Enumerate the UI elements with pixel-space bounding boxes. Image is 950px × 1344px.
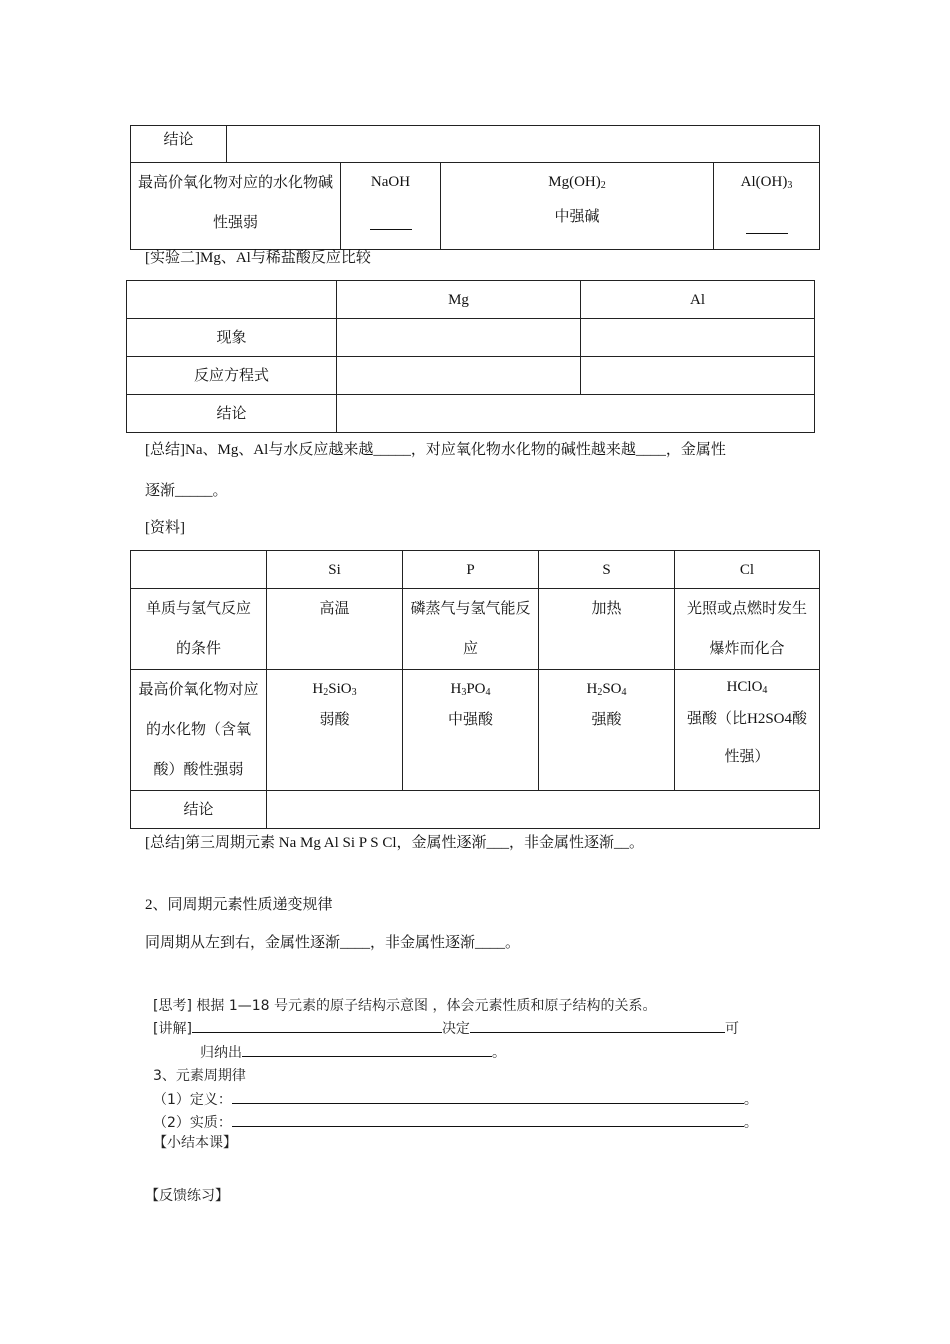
cell: 光照或点燃时发生爆炸而化合	[675, 589, 820, 670]
section3-title: 3、元素周期律	[153, 1068, 246, 1084]
cell: $H_3PO_4$ 中强酸	[403, 670, 539, 791]
row-label-hydrogen: 单质与氢气反应的条件	[131, 589, 267, 670]
definition-line: （1）定义： 。	[153, 1089, 758, 1109]
header-al: Al	[581, 281, 815, 319]
section2-text: 同周期从左到右，金属性逐渐____，非金属性逐渐____。	[145, 935, 521, 951]
input-cell[interactable]	[337, 395, 815, 433]
summary1-line2: 逐渐_____。	[145, 483, 228, 499]
input-cell[interactable]	[337, 357, 581, 395]
table2	[126, 280, 815, 433]
header-cell	[127, 281, 337, 319]
cell: 加热	[539, 589, 675, 670]
blank-line	[370, 229, 412, 230]
cell: 高温	[267, 589, 403, 670]
basicity-label: 最高价氧化物对应的水化物碱性强弱	[131, 163, 341, 250]
row-label-phenomenon: 现象	[127, 319, 337, 357]
think-text: [思考] 根据 1—18 号元素的原子结构示意图 ，体会元素性质和原子结构的关系。	[153, 998, 657, 1014]
material-title: [资料]	[145, 520, 185, 536]
input-cell[interactable]	[267, 791, 820, 829]
header-s: S	[539, 551, 675, 589]
mgoh-value: 中强碱	[554, 209, 600, 225]
summary1-line1: [总结]Na、Mg、Al与水反应越来越_____，对应氧化物水化物的碱性越来越____，金属性	[145, 442, 726, 458]
blank-line[interactable]	[470, 1018, 725, 1033]
mgoh-cell	[441, 163, 714, 250]
blank-line[interactable]	[232, 1112, 744, 1127]
essence-line: （2）实质： 。	[153, 1112, 758, 1132]
table1-conclusion	[130, 125, 820, 163]
blank-line[interactable]	[232, 1089, 744, 1104]
blank-line[interactable]	[242, 1042, 492, 1057]
cell: $H_2SO_4$ 强酸	[539, 670, 675, 791]
explain-line: [讲解] 决定 可	[153, 1018, 739, 1038]
conclusion-cell[interactable]	[227, 126, 820, 163]
header-mg: Mg	[337, 281, 581, 319]
input-cell[interactable]	[581, 357, 815, 395]
input-cell[interactable]	[581, 319, 815, 357]
header-cl: Cl	[675, 551, 820, 589]
table3	[130, 550, 820, 829]
explain-line2: 归纳出 。	[200, 1042, 506, 1062]
conclusion-label: 结论	[131, 126, 227, 163]
lesson-summary: 【小结本课】	[153, 1135, 237, 1151]
header-p: P	[403, 551, 539, 589]
header-si: Si	[267, 551, 403, 589]
blank-line[interactable]	[192, 1018, 442, 1033]
feedback-title: 【反馈练习】	[145, 1188, 229, 1204]
row-label-acidity: 最高价氧化物对应的水化物（含氧酸）酸性强弱	[131, 670, 267, 791]
summary2: [总结]第三周期元素 Na Mg Al Si P S Cl，金属性逐渐___，非金属性逐渐__。	[145, 835, 645, 851]
naoh-formula: NaOH	[370, 174, 411, 190]
exp2-title: [实验二]Mg、Al与稀盐酸反应比较	[145, 250, 371, 266]
table1-basicity	[130, 162, 820, 250]
header-cell	[131, 551, 267, 589]
aloh-cell[interactable]	[714, 163, 820, 250]
cell: 磷蒸气与氢气能反应	[403, 589, 539, 670]
section2-title: 2、同周期元素性质递变规律	[145, 897, 333, 913]
row-label-conclusion: 结论	[131, 791, 267, 829]
input-cell[interactable]	[337, 319, 581, 357]
cell: HClO$_4$ 强酸（比H2SO4酸性强）	[675, 670, 820, 791]
aloh-formula: $Al(OH)_3$	[740, 174, 793, 191]
cell: $H_2SiO_3$ 弱酸	[267, 670, 403, 791]
naoh-cell[interactable]	[341, 163, 441, 250]
mgoh-formula: $Mg(OH)_2$	[548, 174, 606, 191]
row-label-conclusion: 结论	[127, 395, 337, 433]
row-label-equation: 反应方程式	[127, 357, 337, 395]
blank-line	[746, 233, 788, 234]
